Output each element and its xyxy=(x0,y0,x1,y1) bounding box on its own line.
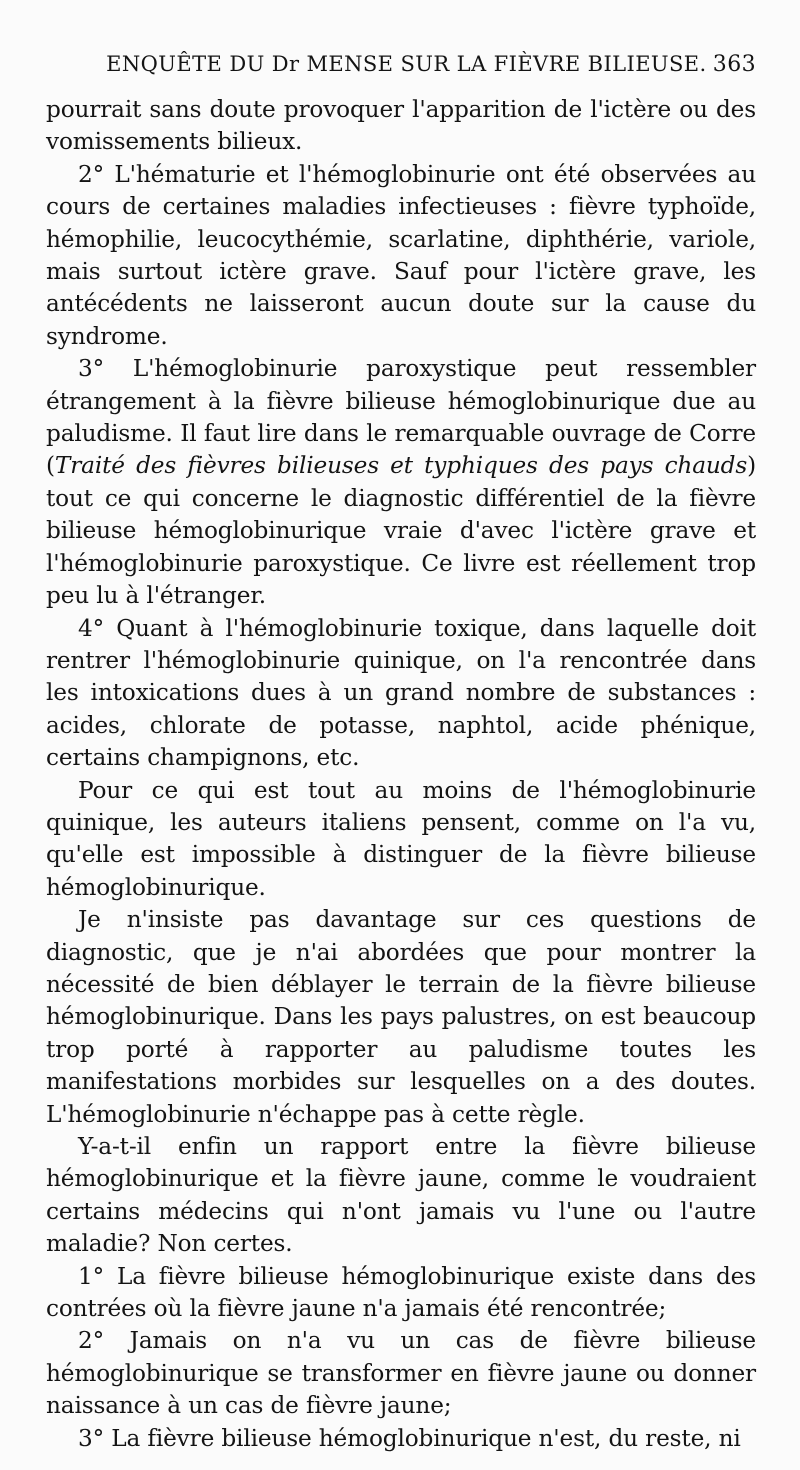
paragraph-item-4: 4° Quant à l'hémoglobinurie toxique, dans laquelle doit rentrer l'hémoglobinurie quinique, on l'a rencontrée dans les intoxications dues à un grand nombre de substances : acides, chlorate de potasse, naphtol, acide phénique, certains champignons, etc. xyxy=(46,614,756,772)
paragraph-text: ) tout ce qui concerne le diagnostic différentiel de la fièvre bilieuse hémoglobinurique vraie d'avec l'ictère grave et l'hémoglobinurie paroxystique. Ce livre est réellement trop peu lu à l'étranger. xyxy=(46,452,756,610)
paragraph: Je n'insiste pas davantage sur ces questions de diagnostic, que je n'ai abordées que pour montrer la nécessité de bien déblayer le terrain de la fièvre bilieuse hémoglobinurique. Dans les pays palustres, on est beaucoup trop porté à rapporter au paludisme toutes les manifestations morbides sur lesquelles on a des doutes. L'hémoglobinurie n'échappe pas à cette règle. xyxy=(46,906,756,1128)
page-number: 363 xyxy=(712,52,756,77)
paragraph-continuation: pourrait sans doute provoquer l'apparition de l'ictère ou des vomissements bilieux. xyxy=(46,96,756,156)
paragraph-point-1: 1° La fièvre bilieuse hémoglobinurique existe dans des contrées où la fièvre jaune n'a jamais été rencontrée; xyxy=(46,1262,756,1323)
paragraph: Pour ce qui est tout au moins de l'hémoglobinurie quinique, les auteurs italiens pensent, comme on l'a vu, qu'elle est impossible à distinguer de la fièvre bilieuse hémoglobinurique. xyxy=(46,776,756,901)
book-title-citation: Traité des fièvres bilieuses et typhiques des pays chauds xyxy=(54,452,748,480)
paragraph-item-2: 2° L'hématurie et l'hémoglobinurie ont été observées au cours de certaines maladies infectieuses : fièvre typhoïde, hémophilie, leucocythémie, scarlatine, diphthérie, variole, mais surtout ictère grave. Sauf pour l'ictère grave, les antécédents ne laisseront aucun doute sur la cause du syndrome. xyxy=(46,160,756,350)
paragraph-point-2: 2° Jamais on n'a vu un cas de fièvre bilieuse hémoglobinurique se transformer en fièvre jaune ou donner naissance à un cas de fièvre jaune; xyxy=(46,1327,756,1420)
paragraph: Y-a-t-il enfin un rapport entre la fièvre bilieuse hémoglobinurique et la fièvre jaune, comme le voudraient certains médecins qui n'ont jamais vu l'une ou l'autre maladie? Non certes. xyxy=(46,1133,756,1258)
page-body xyxy=(46,94,756,1455)
running-title: ENQUÊTE DU Dr MENSE SUR LA FIÈVRE BILIEUSE. xyxy=(106,52,707,76)
running-header xyxy=(60,52,756,86)
paragraph-text: 3° L'hémoglobinurie paroxystique peut ressembler étrangement à la fièvre bilieuse hémoglobinurique due au paludisme. Il faut lire dans le remarquable ouvrage de Corre ( xyxy=(46,355,756,480)
paragraph-point-3: 3° La fièvre bilieuse hémoglobinurique n'est, du reste, ni xyxy=(78,1424,741,1452)
paragraph-item-3 xyxy=(46,353,756,612)
